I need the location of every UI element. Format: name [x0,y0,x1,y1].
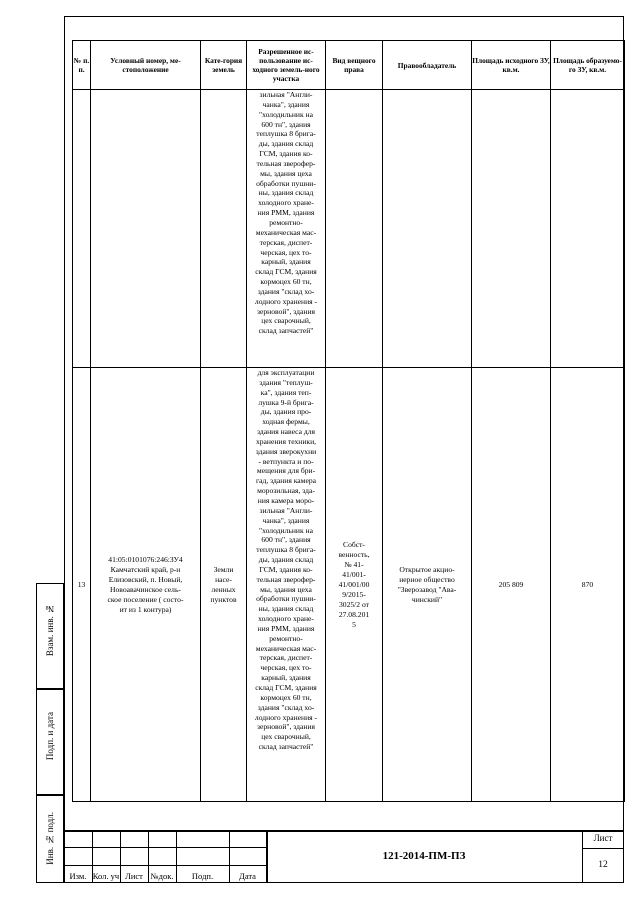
permitted-use-line: склад ГСМ, здания [255,267,317,277]
tb-list: Лист [125,871,143,881]
permitted-use-line: здания "склад хо- [257,286,315,296]
land-plots-table [72,40,625,802]
permitted-use-line: карный, здания [261,257,311,267]
holder-line: "Зверозавод "Ава- [397,584,457,594]
permitted-use-line: склад запчастей" [258,742,314,752]
holder-line: нерное общество [399,574,455,584]
permitted-use-line: ния РММ, здания [257,623,315,633]
side-stamp-inv [36,795,64,883]
permitted-use-line: морозильная, зда- [257,486,315,496]
right-line: 5 [352,619,356,629]
permitted-use-line: механическая мас- [255,643,317,653]
permitted-use-lines [247,368,325,752]
permitted-use-line: лушка 9-й брига- [258,397,314,407]
permitted-use-line: тельная зверофер- [256,574,316,584]
sheet-label: Лист [593,833,613,843]
category-lines [201,565,246,605]
tb-data: Дата [239,871,256,881]
tb-ndok: №док. [150,871,174,881]
permitted-use-line: терская, диспет- [259,653,313,663]
permitted-use-line: зильная "Англи- [259,505,313,515]
permitted-use-line: ды, здания склад [258,555,314,565]
tb-koluch: Кол. уч [92,871,120,881]
permitted-use-line: холодного хране- [258,198,314,208]
side-label-vzam: Взам. инв. № [45,604,55,657]
category-line: насе- [215,574,232,584]
permitted-use-line: тельная зверофер- [256,158,316,168]
permitted-use-line: лодного хранения - [254,712,318,722]
permitted-use-lines [247,90,325,336]
permitted-use-line: мы, здания цеха [260,168,312,178]
permitted-use-line: холодного хране- [258,614,314,624]
permitted-use-line: здания зверокухни [255,446,317,456]
table-row-13 [73,368,625,802]
right-line: № 41- [344,559,364,569]
right-lines [326,540,382,630]
permitted-use-line: гад, здания камера [255,476,317,486]
right-line: 41/001- [342,569,366,579]
permitted-use-line: здания "склад хо- [257,702,315,712]
document-code: 121-2014-ПМ-ПЗ [382,850,466,862]
side-label-inv: Инв. № подл. [45,812,55,865]
permitted-use-line: черская, цех то- [260,247,312,257]
permitted-use-line: ГСМ, здания ко- [259,149,313,159]
permitted-use-line: мещения для бри- [256,466,316,476]
header-area-new: Площадь образуемо-го ЗУ, кв.м. [551,41,625,90]
permitted-use-line: для эксплуатации [257,368,315,377]
category-line: пунктов [210,594,237,604]
category-line: Земли [213,564,234,574]
permitted-use-line: зерновой", здания [256,306,316,316]
permitted-use-line: ремонтно- [269,633,303,643]
permitted-use-line: ния РММ, здания [257,208,315,218]
cell-permitted-use [247,368,326,802]
tb-podp: Подп. [191,871,214,881]
tb-izm: Изм. [69,871,87,881]
cell-holder [383,368,472,802]
permitted-use-line: склад запчастей" [258,326,314,336]
permitted-use-line: лодного хранения - [254,296,318,306]
cell-area-source: 205 809 [472,368,551,802]
permitted-use-line: теплушка 8 брига- [256,129,316,139]
sheet-number: 12 [598,860,608,870]
permitted-use-line: кормоцех 60 тн, [260,277,312,287]
permitted-use-line: обработки пушни- [256,178,316,188]
permitted-use-line: ны, здания склад [258,188,314,198]
table-header-row [73,41,625,90]
cond-line: ское поселение ( состо- [107,594,184,604]
header-right-type: Вид вещного права [326,41,383,90]
permitted-use-line: кормоцех 60 тн, [260,692,312,702]
permitted-use-line: цех сварочный, [261,316,311,326]
permitted-use-line: ходная фермы, [262,417,310,427]
permitted-use-line: "холодильник на [258,525,313,535]
cell-category [201,368,247,802]
right-line: 3025/2 от [338,599,369,609]
permitted-use-line: цех сварочный, [261,732,311,742]
right-line: Собст- [343,539,365,549]
permitted-use-line: черская, цех то- [260,663,312,673]
permitted-use-line: ды, здания склад [258,139,314,149]
permitted-use-line: - ветпункта и по- [258,456,314,466]
cell-right-type [326,368,383,802]
permitted-use-line: обработки пушни- [256,594,316,604]
header-permitted-use: Разрешенное ис-пользование ис-ходного земель-ного участка [247,41,326,90]
permitted-use-line: ка", здания теп- [260,387,312,397]
header-category: Кате-гория земель [201,41,247,90]
cell-area-new: 870 [551,368,625,802]
permitted-use-line: зерновой", здания [256,722,316,732]
holder-line: чинский" [411,594,443,604]
permitted-use-line: 600 тн", здания [261,119,311,129]
right-line: 9/2015- [342,589,366,599]
permitted-use-line: чанка", здания [262,99,310,109]
header-cond: Условный номер, ме-стоположение [91,41,201,90]
permitted-use-line: зильная "Англи- [259,90,313,99]
cond-line: ит из 1 контура) [119,604,172,614]
permitted-use-line: карный, здания [261,673,311,683]
permitted-use-line: 600 тн", здания [261,535,311,545]
header-area-source: Площадь исходного ЗУ, кв.м. [472,41,551,90]
permitted-use-line: механическая мас- [255,227,317,237]
cond-line: 41:05:0101076:246:ЗУ4 [108,554,183,564]
permitted-use-line: мы, здания цеха [260,584,312,594]
permitted-use-line: "холодильник на [258,109,313,119]
permitted-use-line: склад ГСМ, здания [255,683,317,692]
permitted-use-line: ды, здания про- [260,407,312,417]
cond-lines [91,555,200,615]
category-line: ленных [211,584,236,594]
right-line: 41/001/00 [338,579,370,589]
holder-line: Открытое акцио- [399,564,455,574]
permitted-use-line: здания "теплуш- [259,377,313,387]
cell-num: 13 [73,368,91,802]
permitted-use-line: чанка", здания [262,515,310,525]
permitted-use-line: хранения техники, [255,436,317,446]
permitted-use-line: ремонтно- [269,217,303,227]
permitted-use-line: терская, диспет- [259,237,313,247]
cond-line: Елизовский, п. Новый, [108,574,183,584]
permitted-use-line: ния камера моро- [257,495,315,505]
holder-lines [383,565,471,605]
header-num: № п. п. [73,41,91,90]
permitted-use-line: ГСМ, здания ко- [259,564,313,574]
table-row-continued [73,90,625,368]
side-stamp-podp [36,689,64,795]
permitted-use-line: теплушка 8 брига- [256,545,316,555]
title-block [64,830,624,883]
side-stamp-vzam [36,583,64,689]
header-holder: Правообладатель [383,41,472,90]
side-label-podp: Подп. и дата [45,712,55,761]
cell-cond [91,368,201,802]
cond-line: Новоавачинское сель- [110,584,181,594]
cond-line: Камчатский край, р-н [110,564,181,574]
permitted-use-line: здания навеса для [256,427,316,437]
permitted-use-line: ны, здания склад [258,604,314,614]
right-line: 27.08.201 [338,609,370,619]
right-line: венность, [338,549,370,559]
cell-permitted-use-cont [247,90,326,368]
